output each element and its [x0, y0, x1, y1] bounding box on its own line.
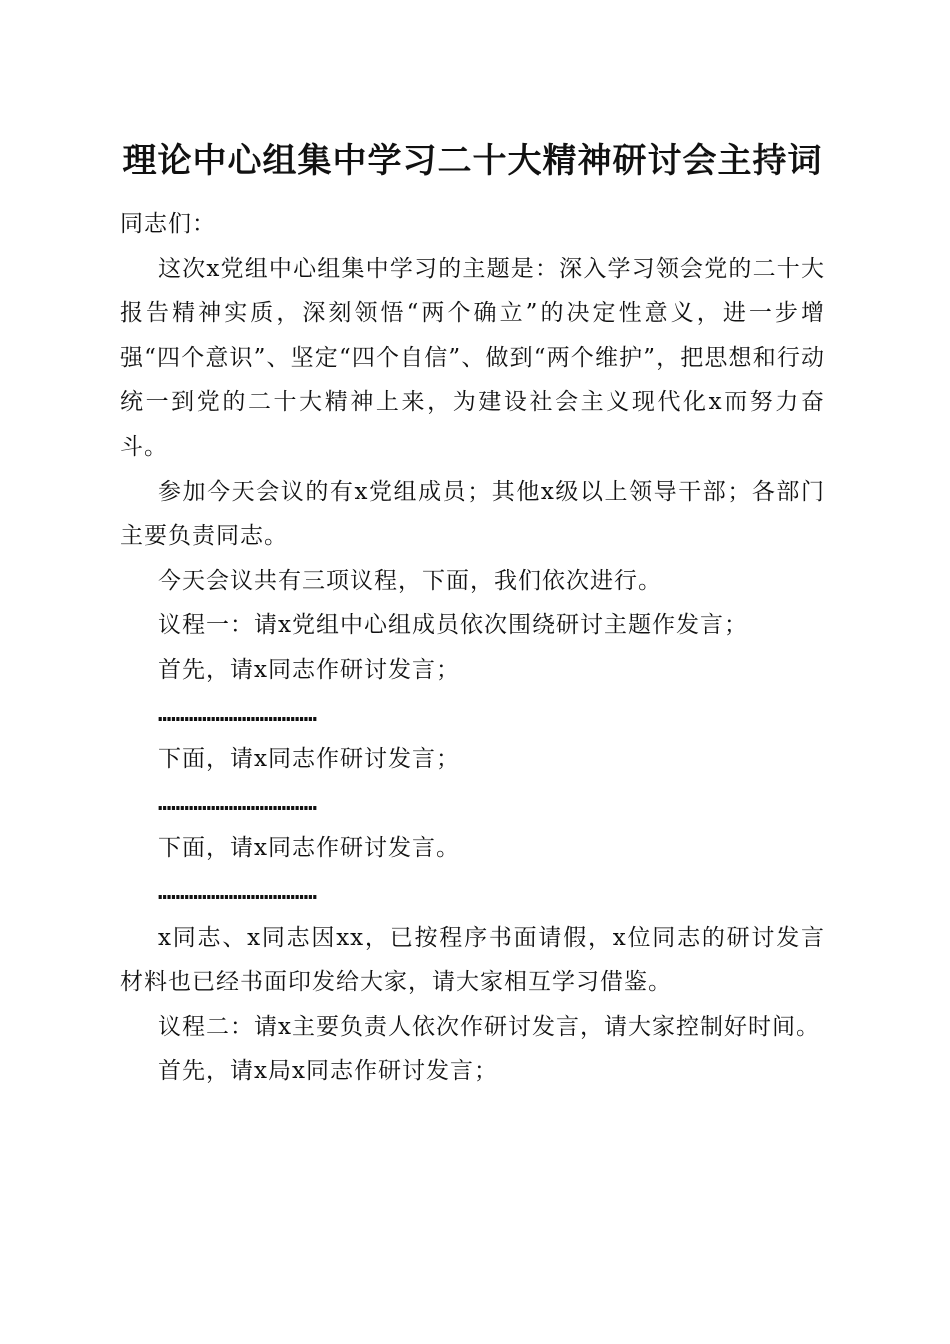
paragraph-agenda-two: 议程二：请x主要负责人依次作研讨发言，请大家控制好时间。	[158, 1013, 820, 1040]
ellipsis-line: ………………………………	[158, 879, 317, 905]
paragraph-agenda-one: 议程一：请x党组中心组成员依次围绕研讨主题作发言；	[158, 612, 748, 639]
document-title: 理论中心组集中学习二十大精神研讨会主持词	[122, 141, 823, 181]
paragraph-agenda-intro: 今天会议共有三项议程，下面，我们依次进行。	[158, 567, 662, 594]
ellipsis-line: ………………………………	[158, 790, 317, 816]
paragraph-next-speaker: 下面，请x同志作研讨发言。	[158, 835, 460, 862]
salutation: 同志们：	[120, 211, 216, 237]
document-body	[120, 202, 825, 1094]
paragraph-next-speaker: 下面，请x同志作研讨发言；	[158, 746, 460, 773]
paragraph-leave-note: x同志、x同志因xx，已按程序书面请假，x位同志的研讨发言材料也已经书面印发给大家，请大家相互学习借鉴。	[120, 924, 825, 996]
paragraph-first-speaker: 首先，请x同志作研讨发言；	[158, 656, 460, 683]
paragraph-bureau-speaker: 首先，请x局x同志作研讨发言；	[158, 1058, 498, 1085]
paragraph-attendees: 参加今天会议的有x党组成员；其他x级以上领导干部；各部门主要负责同志。	[120, 478, 825, 550]
ellipsis-line: ………………………………	[158, 701, 317, 727]
paragraph-theme: 这次x党组中心组集中学习的主题是：深入学习领会党的二十大报告精神实质，深刻领悟“两个确立”的决定性意义，进一步增强“四个意识”、坚定“四个自信”、做到“两个维护”，把思想和行动统一到党的二十大精神上来，为建设社会主义现代化x而努力奋斗。	[120, 255, 825, 460]
